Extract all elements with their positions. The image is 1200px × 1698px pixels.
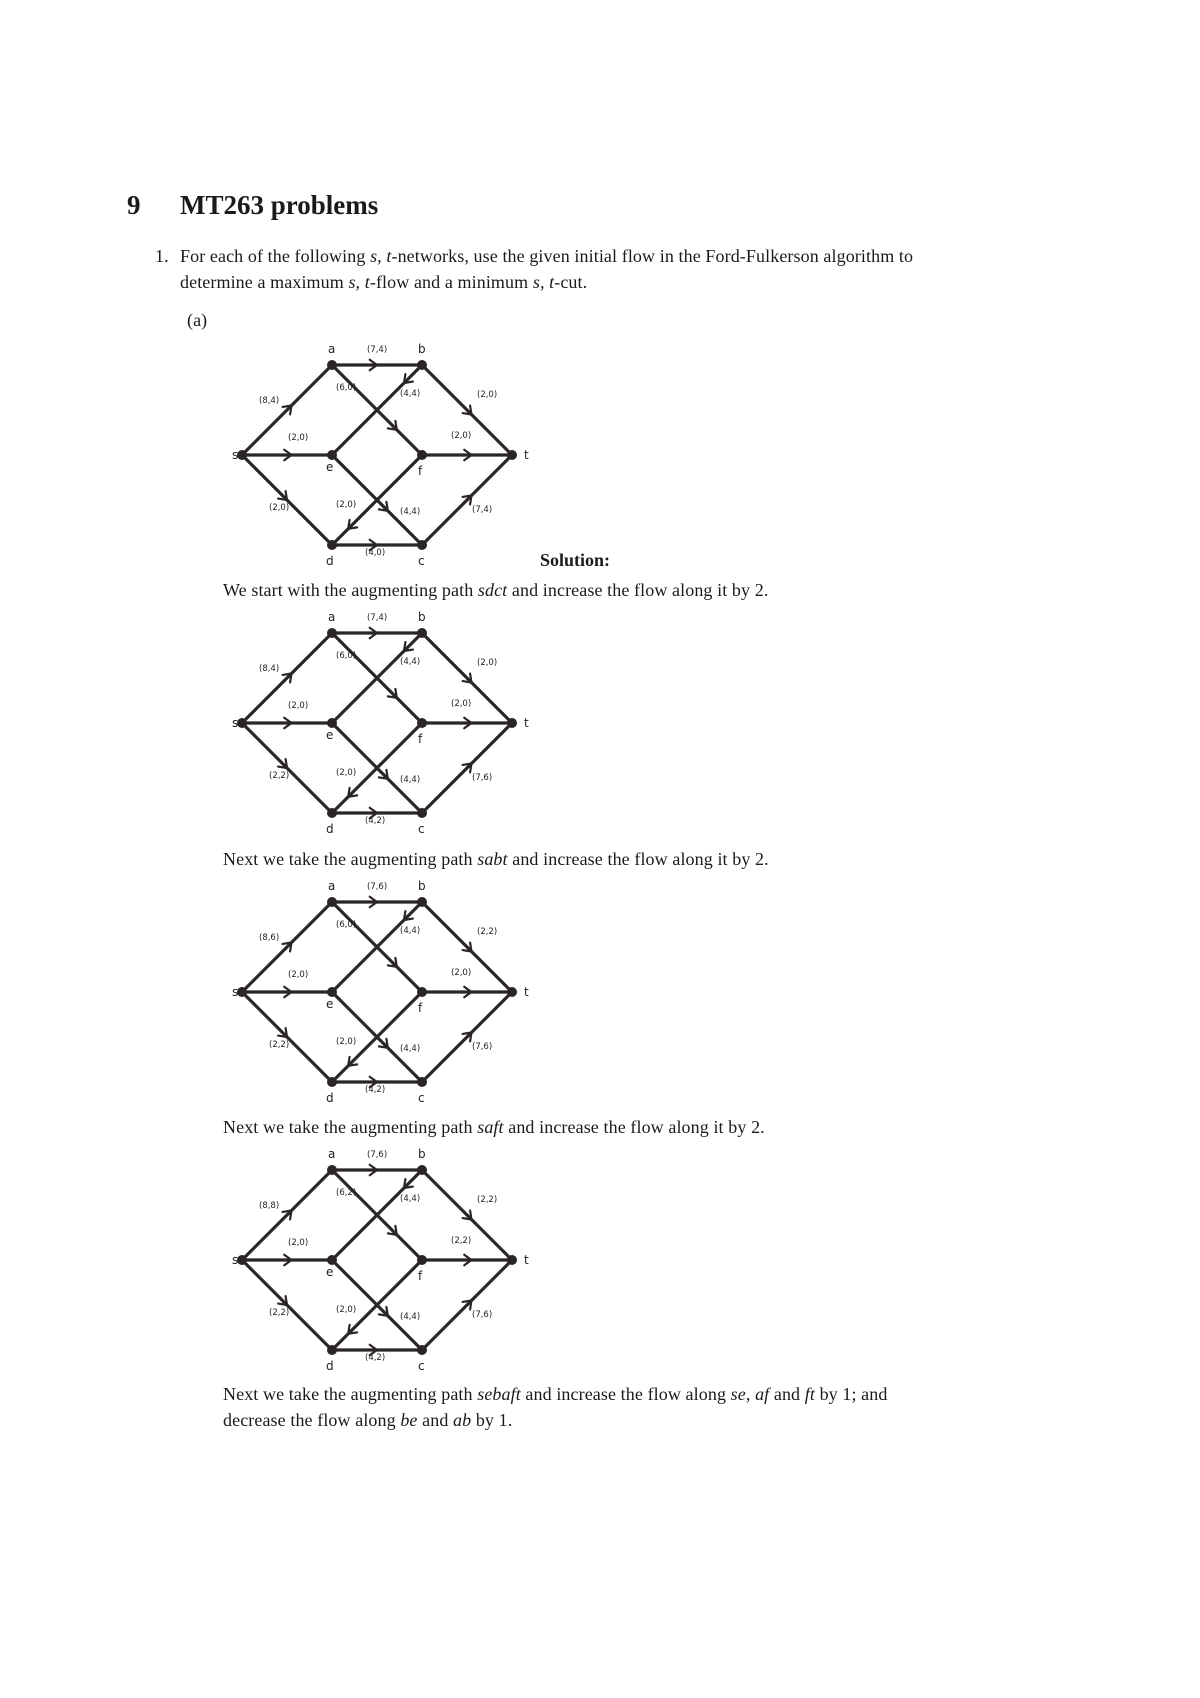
node-label-c: c	[418, 554, 425, 568]
edge-label-bf: (4,4)	[400, 657, 421, 667]
edge-label-ae: (6,0)	[336, 383, 357, 393]
edge-label-ft: (2,2)	[451, 1236, 472, 1246]
edge-label-sa: (8,8)	[259, 1201, 280, 1211]
node-label-b: b	[418, 1147, 426, 1161]
edge-label-sd: (2,0)	[269, 503, 290, 513]
edge-label-bf: (4,4)	[400, 389, 421, 399]
node-label-t: t	[524, 985, 529, 999]
edge-label-ab: (7,4)	[367, 613, 388, 623]
edge-label-sa: (8,4)	[259, 396, 280, 406]
node-label-a: a	[328, 879, 336, 893]
node-f	[417, 1255, 427, 1265]
node-label-b: b	[418, 879, 426, 893]
edge-label-bt: (2,2)	[477, 1195, 498, 1205]
edge-label-ab: (7,4)	[367, 345, 388, 355]
edge-label-fc: (4,4)	[400, 1312, 421, 1322]
edge-label-bf: (4,4)	[400, 926, 421, 936]
node-a	[327, 1165, 337, 1175]
part-label: (a)	[187, 310, 208, 330]
node-label-d: d	[326, 822, 334, 836]
node-label-f: f	[418, 1001, 423, 1015]
node-label-c: c	[418, 822, 425, 836]
node-label-f: f	[418, 732, 423, 746]
node-label-e: e	[326, 1265, 334, 1279]
edge-label-sa: (8,6)	[259, 933, 280, 943]
node-label-b: b	[418, 610, 426, 624]
node-s	[237, 1255, 247, 1265]
node-label-e: e	[326, 460, 334, 474]
node-label-a: a	[328, 342, 336, 356]
edge-label-se: (2,0)	[288, 970, 309, 980]
edge-label-ae: (6,2)	[336, 1188, 357, 1198]
node-label-f: f	[418, 464, 423, 478]
edge-label-ct: (7,6)	[472, 1310, 493, 1320]
edge-label-sd: (2,2)	[269, 1308, 290, 1318]
node-label-f: f	[418, 1269, 423, 1283]
edge-label-bt: (2,2)	[477, 927, 498, 937]
step-text-4-line-1: Next we take the augmenting path sebaft and increase the flow along se, af and ft by 1; and	[223, 1384, 888, 1404]
node-label-d: d	[326, 1359, 334, 1373]
edge-label-se: (2,0)	[288, 701, 309, 711]
node-label-e: e	[326, 728, 334, 742]
node-label-e: e	[326, 997, 334, 1011]
node-t	[507, 1255, 517, 1265]
step-text-3: Next we take the augmenting path saft and increase the flow along it by 2.	[223, 1117, 765, 1137]
node-label-a: a	[328, 1147, 336, 1161]
node-b	[417, 1165, 427, 1175]
edge-label-fc: (4,4)	[400, 775, 421, 785]
edge-label-dc: (4,2)	[365, 816, 386, 826]
node-label-c: c	[418, 1359, 425, 1373]
edge-label-ct: (7,6)	[472, 773, 493, 783]
solution-heading: Solution:	[540, 550, 611, 570]
edge-label-ae: (6,0)	[336, 651, 357, 661]
edge-label-ft: (2,0)	[451, 968, 472, 978]
problem-line-2: determine a maximum s, t-flow and a minimum s, t-cut.	[180, 272, 588, 292]
edge-label-fc: (4,4)	[400, 507, 421, 517]
edge-label-sa: (8,4)	[259, 664, 280, 674]
edge-label-dc: (4,2)	[365, 1353, 386, 1363]
edge-label-ed: (2,0)	[336, 1037, 357, 1047]
step-text-2: Next we take the augmenting path sabt and increase the flow along it by 2.	[223, 849, 769, 869]
edge-label-ed: (2,0)	[336, 500, 357, 510]
node-label-s: s	[232, 985, 239, 999]
node-label-s: s	[232, 716, 239, 730]
node-label-t: t	[524, 448, 529, 462]
edge-label-bf: (4,4)	[400, 1194, 421, 1204]
problem-line-1: For each of the following s, t-networks, use the given initial flow in the Ford-Fulkerson algorithm to	[180, 246, 914, 266]
edge-bt	[422, 1170, 512, 1260]
node-label-a: a	[328, 610, 336, 624]
problem-number: 1.	[155, 246, 169, 266]
step-text-1: We start with the augmenting path sdct and increase the flow along it by 2.	[223, 580, 769, 600]
node-label-t: t	[524, 1253, 529, 1267]
node-c	[417, 1345, 427, 1355]
node-label-d: d	[326, 554, 334, 568]
edge-label-ft: (2,0)	[451, 431, 472, 441]
node-label-d: d	[326, 1091, 334, 1105]
edge-label-ae: (6,0)	[336, 920, 357, 930]
section-number: 9	[127, 190, 141, 220]
edge-sa	[242, 1170, 332, 1260]
edge-label-dc: (4,0)	[365, 548, 386, 558]
node-label-b: b	[418, 342, 426, 356]
edge-label-ct: (7,6)	[472, 1042, 493, 1052]
edge-label-ab: (7,6)	[367, 882, 388, 892]
edge-label-se: (2,0)	[288, 433, 309, 443]
edge-label-ct: (7,4)	[472, 505, 493, 515]
section-title: MT263 problems	[180, 190, 379, 220]
node-label-s: s	[232, 448, 239, 462]
edge-label-ft: (2,0)	[451, 699, 472, 709]
edge-label-sd: (2,2)	[269, 1040, 290, 1050]
edge-label-sd: (2,2)	[269, 771, 290, 781]
node-d	[327, 1345, 337, 1355]
edge-label-bt: (2,0)	[477, 390, 498, 400]
edge-ct	[422, 1260, 512, 1350]
node-label-t: t	[524, 716, 529, 730]
edge-label-ab: (7,6)	[367, 1150, 388, 1160]
node-e	[327, 1255, 337, 1265]
node-label-c: c	[418, 1091, 425, 1105]
edge-label-se: (2,0)	[288, 1238, 309, 1248]
edge-label-ed: (2,0)	[336, 768, 357, 778]
node-label-s: s	[232, 1253, 239, 1267]
step-text-4-line-2: decrease the flow along be and ab by 1.	[223, 1410, 513, 1430]
edge-label-fc: (4,4)	[400, 1044, 421, 1054]
edge-label-bt: (2,0)	[477, 658, 498, 668]
edge-label-dc: (4,2)	[365, 1085, 386, 1095]
edge-label-ed: (2,0)	[336, 1305, 357, 1315]
